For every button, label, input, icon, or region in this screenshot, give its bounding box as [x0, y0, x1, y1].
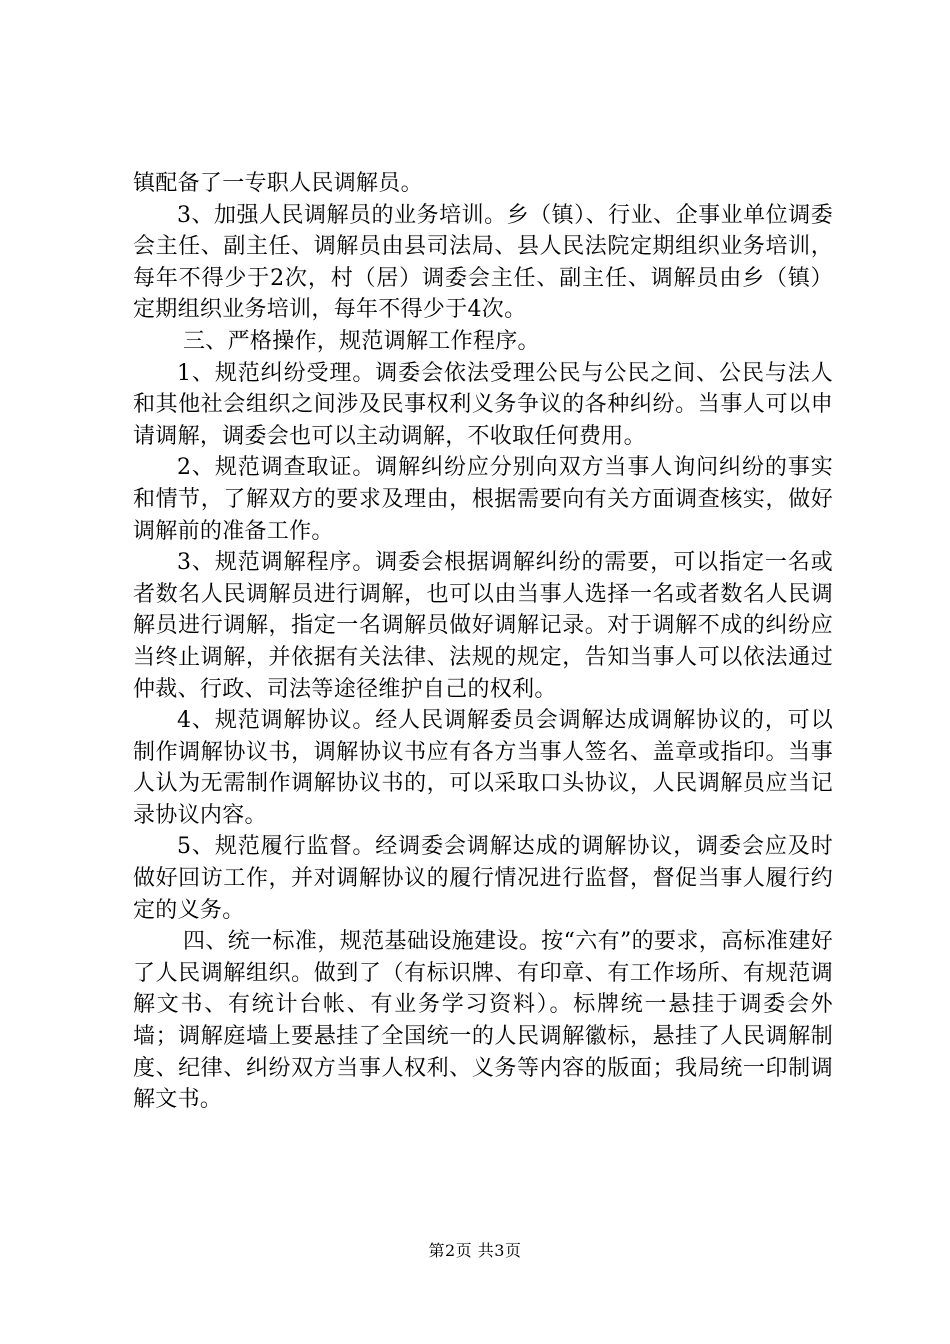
paragraph: 5、规范履行监督。经调委会调解达成的调解协议，调委会应及时做好回访工作，并对调解协议的履行情况进行监督，督促当事人履行约定的义务。	[133, 834, 833, 923]
page-footer	[0, 1241, 950, 1261]
document-body	[133, 168, 833, 1116]
paragraph: 4、规范调解协议。经人民调解委员会调解达成调解协议的，可以制作调解协议书，调解协议书应有各方当事人签名、盖章或指印。当事人认为无需制作调解协议书的，可以采取口头协议，人民调解员应当记录协议内容。	[133, 708, 833, 828]
paragraph: 3、加强人民调解员的业务培训。乡（镇）、行业、企事业单位调委会主任、副主任、调解员由县司法局、县人民法院定期组织业务培训，每年不得少于2次，村（居）调委会主任、副主任、调解员由乡（镇）定期组织业务培训，每年不得少于4次。	[133, 202, 833, 323]
paragraph: 1、规范纠纷受理。调委会依法受理公民与公民之间、公民与法人和其他社会组织之间涉及民事权利义务争议的各种纠纷。当事人可以申请调解，调委会也可以主动调解，不收取任何费用。	[133, 360, 833, 449]
page-number: 第2页 共3页	[428, 1241, 522, 1260]
section-heading: 四、统一标准，规范基础设施建设。按“六有”的要求，高标准建好了人民调解组织。做到了（有标识牌、有印章、有工作场所、有规范调解文书、有统计台帐、有业务学习资料）。标牌统一悬挂于调委会外墙；调解庭墙上要悬挂了全国统一的人民调解徽标，悬挂了人民调解制度、纪律、纠纷双方当事人权利、义务等内容的版面；我局统一印制调解文书。	[133, 929, 833, 1113]
paragraph: 3、规范调解程序。调委会根据调解纠纷的需要，可以指定一名或者数名人民调解员进行调解，也可以由当事人选择一名或者数名人民调解员进行调解，指定一名调解员做好调解记录。对于调解不成的纠纷应当终止调解，并依据有关法律、法规的规定，告知当事人可以依法通过仲裁、行政、司法等途径维护自己的权利。	[133, 550, 833, 702]
paragraph: 2、规范调查取证。调解纠纷应分别向双方当事人询问纠纷的事实和情节，了解双方的要求及理由，根据需要向有关方面调查核实，做好调解前的准备工作。	[133, 455, 833, 544]
section-heading: 三、严格操作，规范调解工作程序。	[183, 328, 540, 354]
paragraph: 镇配备了一专职人民调解员。	[133, 171, 423, 196]
